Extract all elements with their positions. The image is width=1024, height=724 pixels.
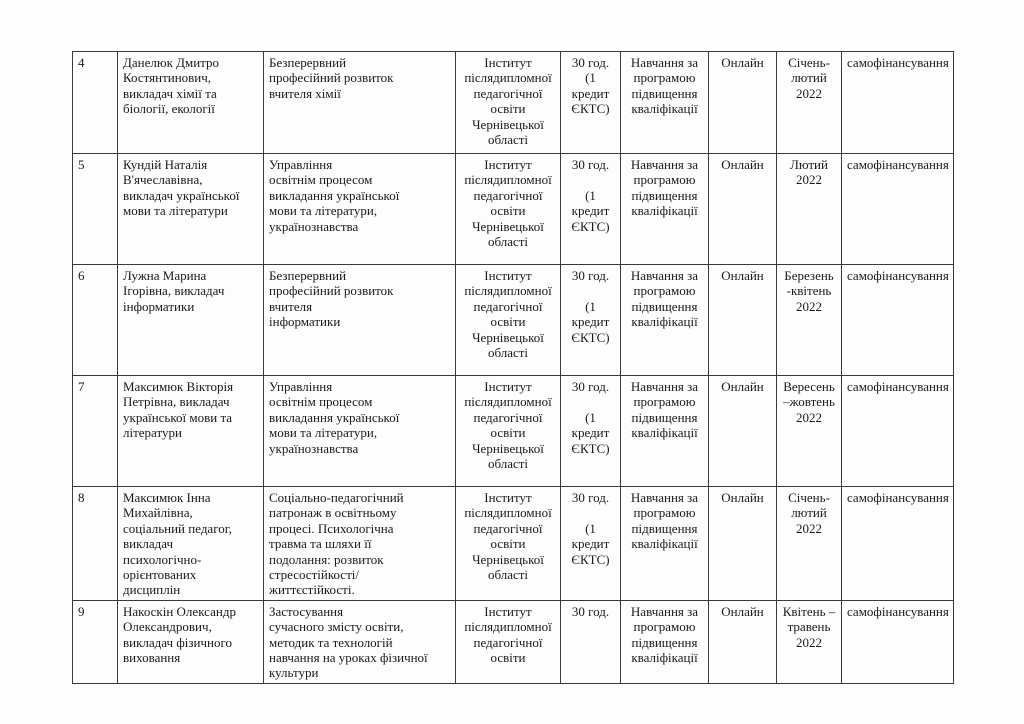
row-number: 9 [73, 600, 118, 683]
training-form: Онлайн [709, 376, 777, 487]
funding: самофінансування [842, 376, 954, 487]
row-number: 6 [73, 265, 118, 376]
hours: 30 год. (1 кредит ЄКТС) [561, 487, 621, 601]
institution: Інститут післядипломної педагогічної освіти [456, 600, 561, 683]
row-number: 7 [73, 376, 118, 487]
hours: 30 год. (1 кредит ЄКТС) [561, 376, 621, 487]
table-row [73, 487, 954, 601]
hours: 30 год. (1 кредит ЄКТС) [561, 52, 621, 154]
training-form: Онлайн [709, 600, 777, 683]
row-number: 5 [73, 154, 118, 265]
training-table [72, 51, 954, 684]
training-dates: Січень- лютий 2022 [777, 52, 842, 154]
training-dates: Березень -квітень 2022 [777, 265, 842, 376]
table-row [73, 154, 954, 265]
training-type: Навчання за програмою підвищення кваліфікації [621, 52, 709, 154]
funding: самофінансування [842, 265, 954, 376]
funding: самофінансування [842, 52, 954, 154]
row-number: 8 [73, 487, 118, 601]
course-topic: Застосування сучасного змісту освіти, методик та технологій навчання на уроках фізичної культури [264, 600, 456, 683]
training-type: Навчання за програмою підвищення кваліфікації [621, 154, 709, 265]
institution: Інститут післядипломної педагогічної освіти Чернівецької області [456, 487, 561, 601]
hours: 30 год. (1 кредит ЄКТС) [561, 154, 621, 265]
course-topic: Управління освітнім процесом викладання української мови та літератури, українознавства [264, 154, 456, 265]
table-row [73, 376, 954, 487]
table-row [73, 52, 954, 154]
training-type: Навчання за програмою підвищення кваліфікації [621, 376, 709, 487]
training-dates: Січень- лютий 2022 [777, 487, 842, 601]
table-row [73, 265, 954, 376]
training-dates: Квітень – травень 2022 [777, 600, 842, 683]
teacher-name: Лужна Марина Ігорівна, викладач інформатики [118, 265, 264, 376]
teacher-name: Накоскін Олександр Олександрович, викладач фізичного виховання [118, 600, 264, 683]
institution: Інститут післядипломної педагогічної освіти Чернівецької області [456, 265, 561, 376]
teacher-name: Максимюк Вікторія Петрівна, викладач української мови та літератури [118, 376, 264, 487]
training-form: Онлайн [709, 265, 777, 376]
institution: Інститут післядипломної педагогічної освіти Чернівецької області [456, 154, 561, 265]
row-number: 4 [73, 52, 118, 154]
hours: 30 год. [561, 600, 621, 683]
training-form: Онлайн [709, 154, 777, 265]
course-topic: Безперервний професійний розвиток вчителя хімії [264, 52, 456, 154]
training-dates: Лютий 2022 [777, 154, 842, 265]
teacher-name: Данелюк Дмитро Костянтинович, викладач хімії та біології, екології [118, 52, 264, 154]
course-topic: Управління освітнім процесом викладання української мови та літератури, українознавства [264, 376, 456, 487]
funding: самофінансування [842, 154, 954, 265]
teacher-name: Максимюк Інна Михайлівна, соціальний педагог, викладач психологічно- орієнтованих дисциплін [118, 487, 264, 601]
institution: Інститут післядипломної педагогічної освіти Чернівецької області [456, 376, 561, 487]
training-type: Навчання за програмою підвищення кваліфікації [621, 487, 709, 601]
funding: самофінансування [842, 600, 954, 683]
teacher-name: Кундій Наталія В'ячеславівна, викладач української мови та літератури [118, 154, 264, 265]
training-dates: Вересень –жовтень 2022 [777, 376, 842, 487]
institution: Інститут післядипломної педагогічної освіти Чернівецької області [456, 52, 561, 154]
training-type: Навчання за програмою підвищення кваліфікації [621, 265, 709, 376]
training-form: Онлайн [709, 52, 777, 154]
hours: 30 год. (1 кредит ЄКТС) [561, 265, 621, 376]
training-form: Онлайн [709, 487, 777, 601]
course-topic: Безперервний професійний розвиток вчителя інформатики [264, 265, 456, 376]
table-row [73, 600, 954, 683]
funding: самофінансування [842, 487, 954, 601]
course-topic: Соціально-педагогічний патронаж в освітньому процесі. Психологічна травма та шляхи її подолання: розвиток стресостійкості/ життєстійкості. [264, 487, 456, 601]
training-type: Навчання за програмою підвищення кваліфікації [621, 600, 709, 683]
